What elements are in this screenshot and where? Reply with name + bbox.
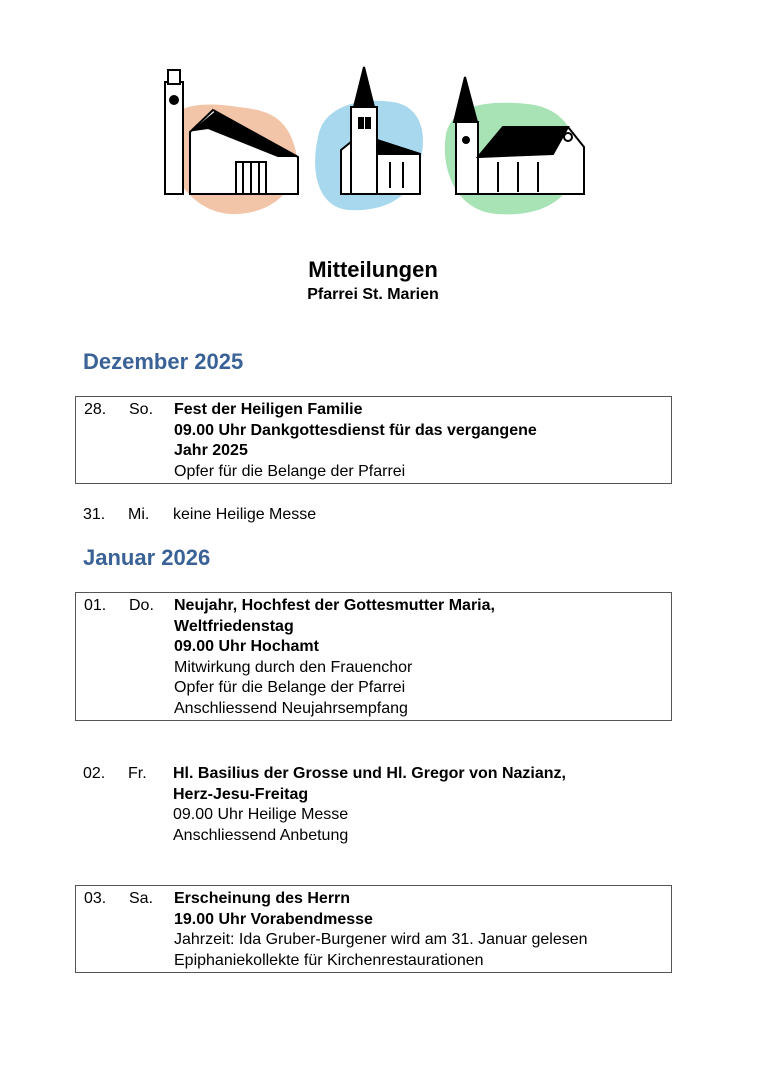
event-entry <box>75 592 672 721</box>
event-line: 09.00 Uhr Dankgottesdienst für das vergangene <box>174 421 537 439</box>
event-weekday: Do. <box>129 597 154 614</box>
event-day: 31. <box>83 506 106 523</box>
month-heading: Dezember 2025 <box>83 349 244 374</box>
event-weekday: Mi. <box>128 506 150 523</box>
event-line: Jahr 2025 <box>174 442 248 459</box>
event-line: 09.00 Uhr Heilige Messe <box>173 806 349 823</box>
event-line: Opfer für die Belange der Pfarrei <box>174 679 406 696</box>
event-weekday: So. <box>129 401 154 418</box>
event-day: 03. <box>84 890 107 907</box>
event-weekday: Sa. <box>129 890 154 907</box>
event-line: Epiphaniekollekte für Kirchenrestaurationen <box>174 951 484 969</box>
event-line: Opfer für die Belange der Pfarrei <box>174 462 406 480</box>
event-line: 19.00 Uhr Vorabendmesse <box>174 910 373 928</box>
page-subtitle: Pfarrei St. Marien <box>307 286 439 303</box>
event-line: Anschliessend Anbetung <box>173 826 349 844</box>
event-entry <box>75 761 672 847</box>
event-line: Erscheinung des Herrn <box>174 890 351 907</box>
event-line: Fest der Heiligen Familie <box>174 401 363 418</box>
event-day: 28. <box>84 401 107 418</box>
event-entry <box>75 396 672 484</box>
month-heading: Januar 2026 <box>83 545 211 570</box>
event-line: Weltfriedenstag <box>174 617 294 635</box>
event-line: Neujahr, Hochfest der Gottesmutter Maria, <box>174 597 495 614</box>
page-title: Mitteilungen <box>308 257 438 282</box>
event-line: Anschliessend Neujahrsempfang <box>174 699 408 717</box>
event-entry <box>75 885 672 973</box>
event-day: 01. <box>84 597 107 614</box>
event-line: Mitwirkung durch den Frauenchor <box>174 658 413 676</box>
event-entry <box>75 502 672 527</box>
event-line: 09.00 Uhr Hochamt <box>174 638 319 655</box>
parish-churches-logo <box>158 62 588 222</box>
hall-church-icon <box>454 77 584 194</box>
event-day: 02. <box>83 765 106 782</box>
event-weekday: Fr. <box>128 765 147 782</box>
event-line: Hl. Basilius der Grosse und Hl. Gregor von Nazianz, <box>173 765 566 782</box>
event-line: Jahrzeit: Ida Gruber-Burgener wird am 31. Januar gelesen <box>174 931 588 948</box>
event-line: keine Heilige Messe <box>173 506 317 523</box>
event-line: Herz-Jesu-Freitag <box>173 785 309 803</box>
